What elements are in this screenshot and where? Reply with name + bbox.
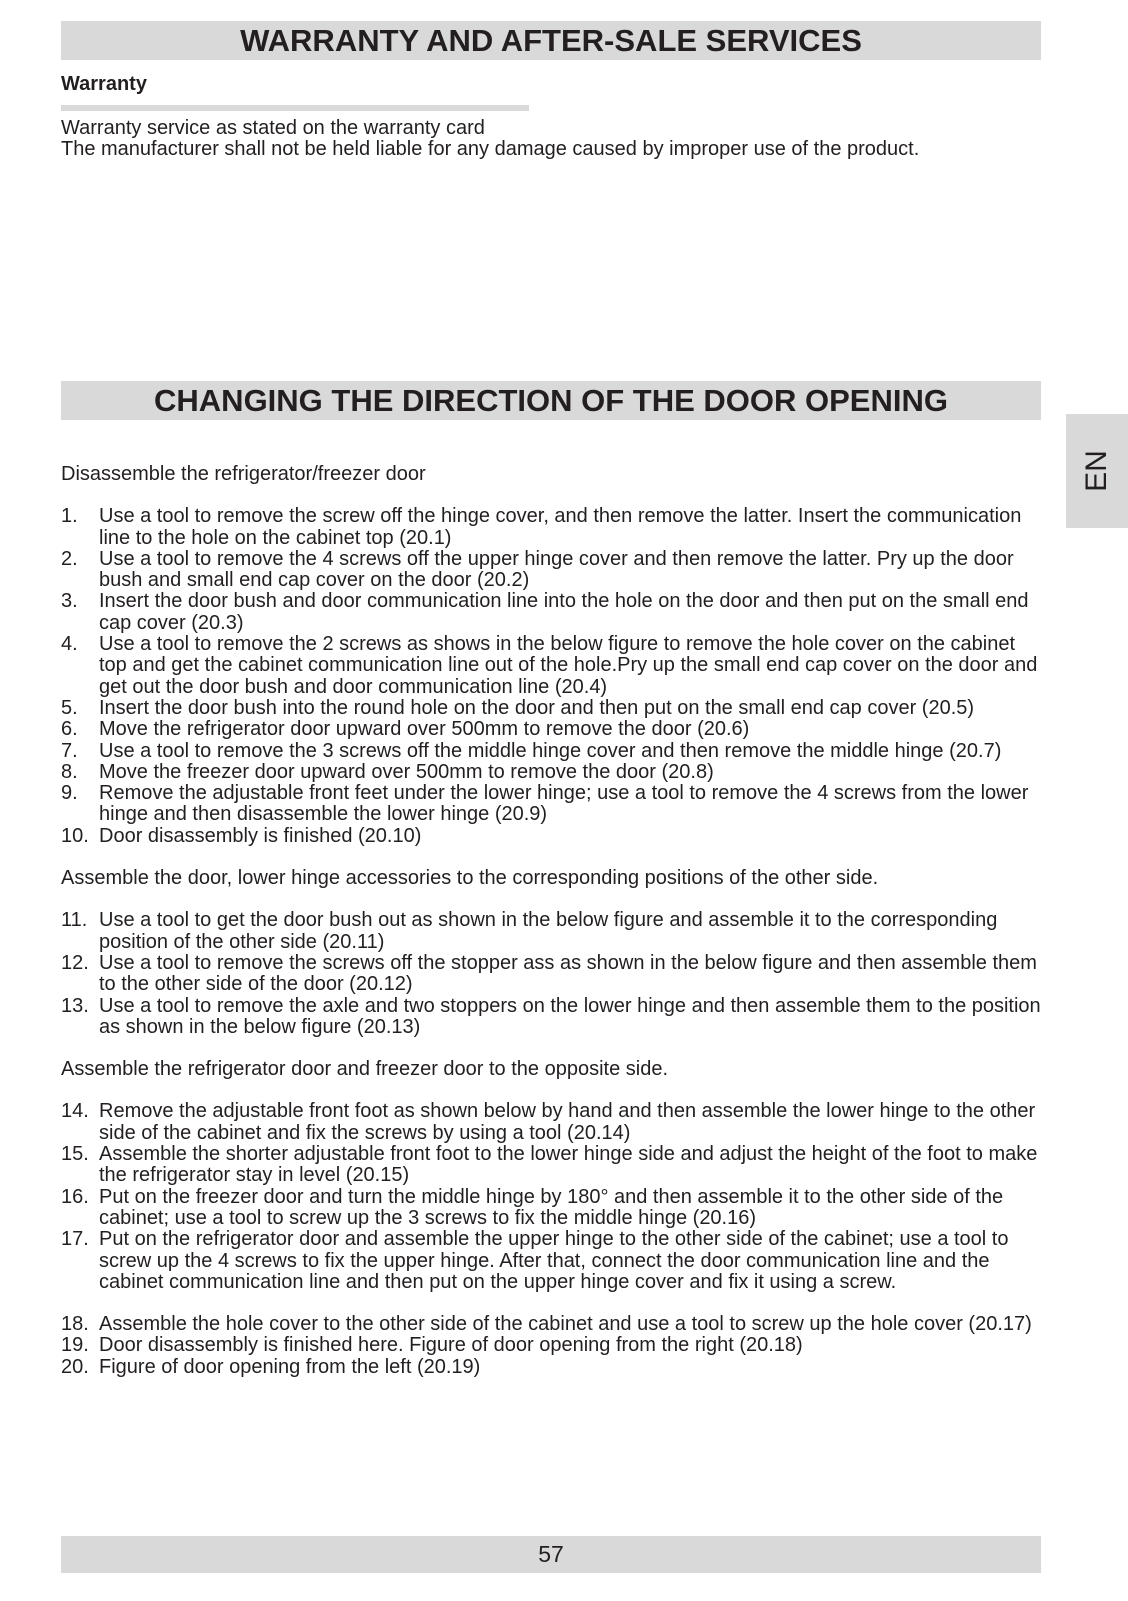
- step-number: 11.: [61, 909, 88, 932]
- heading-underline-divider: [61, 105, 529, 111]
- step-number: 19.: [61, 1334, 89, 1357]
- step-item: [61, 1144, 1046, 1187]
- step-item: [61, 910, 1046, 953]
- step-text: Use a tool to get the door bush out as shown in the below figure and assemble it to the corresponding position of the other side (20.11): [99, 909, 998, 953]
- step-item: [61, 1229, 1046, 1293]
- step-item: [61, 591, 1046, 634]
- step-number: 20.: [61, 1355, 89, 1378]
- step-item: [61, 741, 1046, 762]
- step-number: 10.: [61, 824, 89, 847]
- warranty-text-line: The manufacturer shall not be held liable for any damage caused by improper use of the product.: [61, 138, 920, 160]
- step-item: [61, 1187, 1046, 1230]
- step-text: Assemble the shorter adjustable front foot to the lower hinge side and adjust the height of the foot to make the refrigerator stay in level (20.15): [99, 1143, 1038, 1187]
- step-number: 5.: [61, 696, 78, 719]
- step-item: [61, 1335, 1046, 1356]
- step-number: 18.: [61, 1313, 89, 1336]
- step-item: [61, 1101, 1046, 1144]
- step-item: [61, 698, 1046, 719]
- step-number: 2.: [61, 547, 78, 570]
- step-item: [61, 783, 1046, 826]
- step-number: 17.: [61, 1228, 89, 1251]
- step-text: Door disassembly is finished here. Figure of door opening from the right (20.18): [99, 1334, 803, 1357]
- step-text: Assemble the hole cover to the other side of the cabinet and use a tool to screw up the hole cover (20.17): [99, 1313, 1032, 1336]
- step-item: [61, 826, 1046, 847]
- step-text: Use a tool to remove the axle and two stoppers on the lower hinge and then assemble them to the position as shown in the below figure (20.13): [99, 994, 1041, 1038]
- step-text: Move the freezer door upward over 500mm to remove the door (20.8): [99, 760, 714, 783]
- step-text: Use a tool to remove the 2 screws as shows in the below figure to remove the hole cover on the cabinet top and get the cabinet communication line out of the hole.Pry up the small end cap cover on the door and get out the door bush and door communication line (20.4): [99, 633, 1038, 698]
- step-item: [61, 996, 1046, 1039]
- step-text: Use a tool to remove the screws off the stopper ass as shown in the below figure and then assemble them to the other side of the door (20.12): [99, 951, 1037, 996]
- step-text: Put on the refrigerator door and assemble the upper hinge to the other side of the cabinet; use a tool to screw up the 4 screws to fix the upper hinge. After that, connect the door communication line and the cabinet communication line and then put on the upper hinge cover and fix it using a screw.: [99, 1228, 1009, 1293]
- language-tab-label: EN: [1080, 450, 1113, 492]
- step-number: 6.: [61, 718, 78, 741]
- step-item: [61, 549, 1046, 592]
- step-item: [61, 1357, 1046, 1378]
- step-text: Remove the adjustable front feet under the lower hinge; use a tool to remove the 4 screws from the lower hinge and then disassemble the lower hinge (20.9): [99, 782, 1029, 826]
- step-number: 13.: [61, 994, 89, 1017]
- step-item: [61, 506, 1046, 549]
- step-text: Insert the door bush into the round hole on the door and then put on the small end cap cover (20.5): [99, 696, 975, 719]
- step-text: Put on the freezer door and turn the middle hinge by 180° and then assemble it to the other side of the cabinet; use a tool to screw up the 3 screws to fix the middle hinge (20.16): [99, 1185, 1004, 1229]
- step-text: Move the refrigerator door upward over 500mm to remove the door (20.6): [99, 718, 750, 741]
- step-text: Use a tool to remove the 3 screws off the middle hinge cover and then remove the middle hinge (20.7): [99, 739, 1002, 762]
- page-number: 57: [538, 1541, 564, 1567]
- step-text: Door disassembly is finished (20.10): [99, 824, 422, 847]
- instruction-intro: Disassemble the refrigerator/freezer door: [61, 463, 426, 485]
- instruction-intro: Assemble the refrigerator door and freezer door to the opposite side.: [61, 1058, 669, 1081]
- step-text: Use a tool to remove the 4 screws off the upper hinge cover and then remove the latter. Pry up the door bush and small end cap cover on the door (20.2): [99, 547, 1014, 592]
- language-tab: [1066, 414, 1128, 528]
- step-item: [61, 634, 1046, 698]
- step-number: 1.: [61, 505, 78, 528]
- step-text: Use a tool to remove the screw off the hinge cover, and then remove the latter. Insert the communication line to the hole on the cabinet top (20.1): [99, 505, 1022, 549]
- step-number: 16.: [61, 1185, 89, 1208]
- footer-bar: [61, 1536, 1041, 1573]
- warranty-section-title: WARRANTY AND AFTER-SALE SERVICES: [240, 23, 862, 58]
- step-text: Remove the adjustable front foot as shown below by hand and then assemble the lower hinge to the other side of the cabinet and fix the screws by using a tool (20.14): [99, 1100, 1036, 1144]
- warranty-heading: Warranty: [61, 73, 147, 95]
- step-item: [61, 762, 1046, 783]
- step-item: [61, 719, 1046, 740]
- instruction-intro: Assemble the door, lower hinge accessories to the corresponding positions of the other side.: [61, 867, 879, 890]
- step-number: 12.: [61, 951, 89, 974]
- step-text: Figure of door opening from the left (20.19): [99, 1355, 481, 1378]
- step-list: [61, 1314, 1046, 1378]
- step-list: [61, 1101, 1046, 1293]
- step-number: 4.: [61, 633, 78, 656]
- section-title-bar: [61, 21, 1041, 60]
- step-number: 3.: [61, 590, 78, 613]
- step-number: 7.: [61, 739, 78, 762]
- step-number: 14.: [61, 1100, 89, 1123]
- step-number: 15.: [61, 1143, 89, 1166]
- door-section-title: CHANGING THE DIRECTION OF THE DOOR OPENING: [154, 383, 948, 418]
- step-item: [61, 953, 1046, 996]
- step-list: [61, 506, 1046, 847]
- step-text: Insert the door bush and door communication line into the hole on the door and then put on the small end cap cover (20.3): [99, 590, 1029, 634]
- step-number: 8.: [61, 760, 78, 783]
- warranty-text-line: Warranty service as stated on the warranty card: [61, 117, 485, 139]
- step-number: 9.: [61, 782, 78, 805]
- step-list: [61, 910, 1046, 1038]
- instructions-body: [61, 464, 1046, 1378]
- step-item: [61, 1314, 1046, 1335]
- section-title-bar: [61, 381, 1041, 420]
